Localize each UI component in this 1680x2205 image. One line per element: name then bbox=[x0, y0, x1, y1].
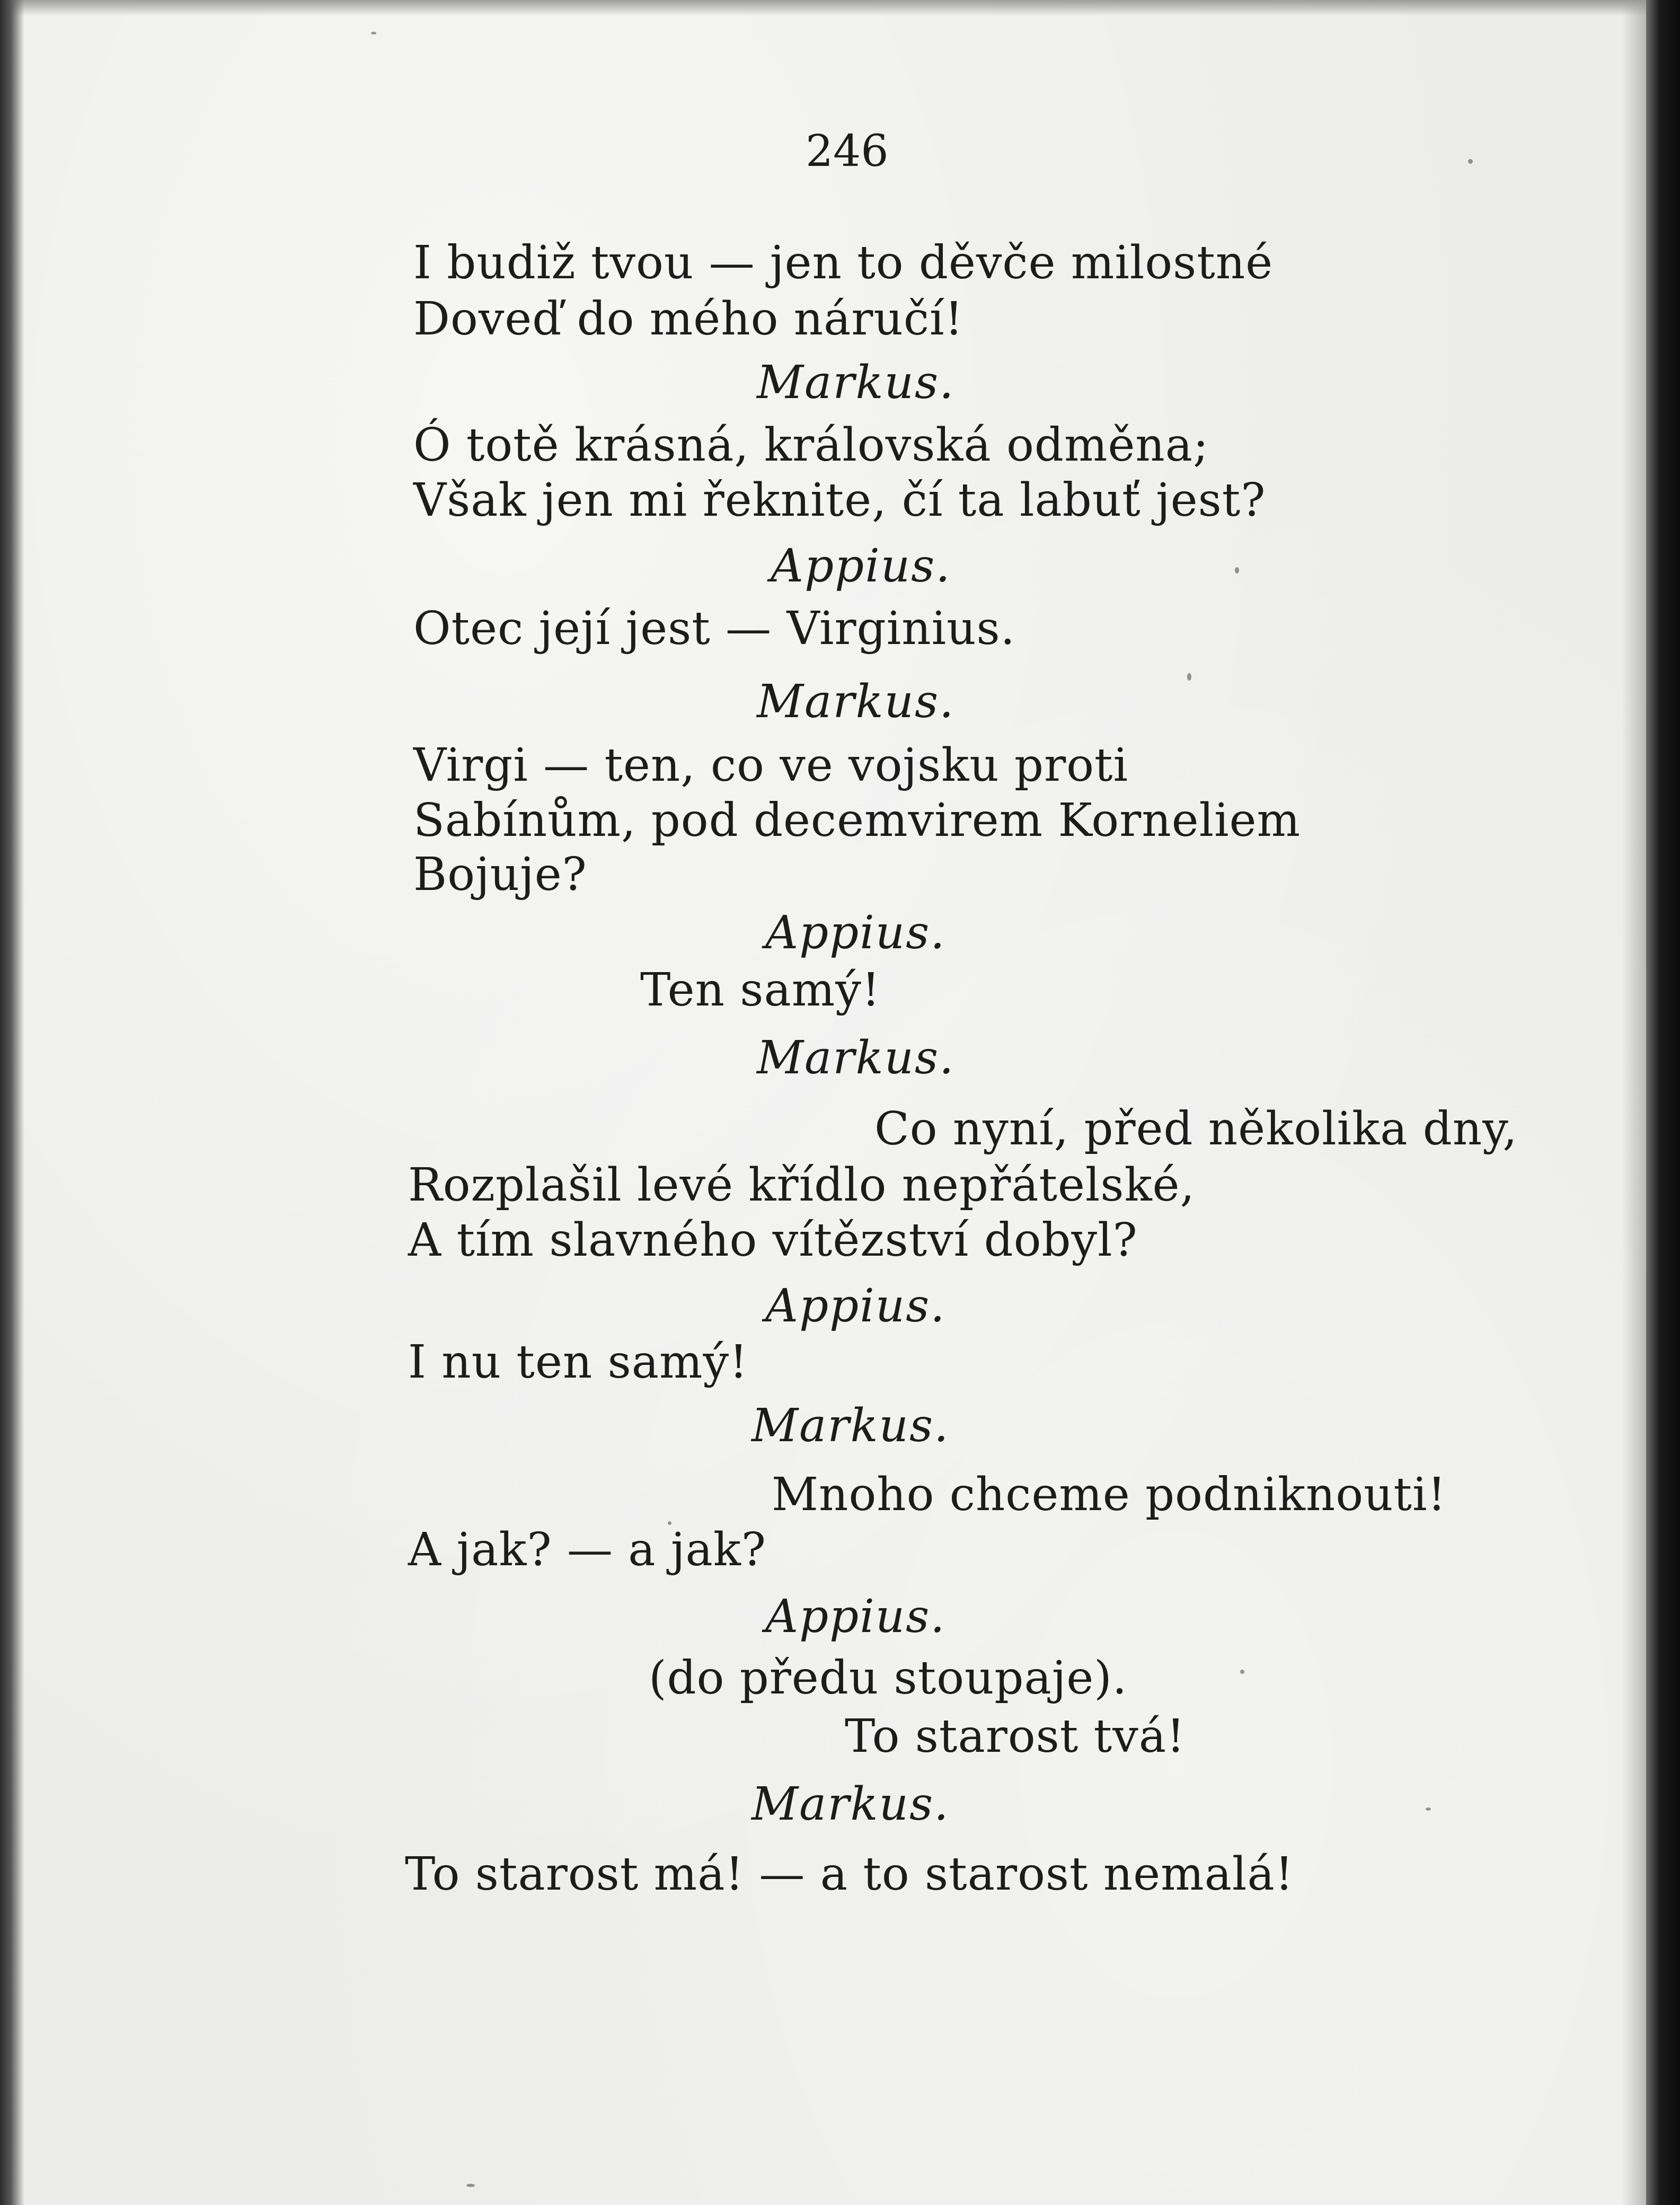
verse-line: I nu ten samý! bbox=[408, 1336, 748, 1389]
verse-line: Doveď do mého náručí! bbox=[413, 293, 964, 346]
speaker-name: Markus. bbox=[757, 356, 955, 409]
speaker-name: Appius. bbox=[765, 1280, 946, 1333]
speaker-name: Markus. bbox=[757, 675, 955, 728]
speaker-name: Appius. bbox=[765, 906, 946, 959]
scan-speck bbox=[1187, 673, 1191, 681]
speaker-name: Markus. bbox=[751, 1778, 950, 1831]
verse-line: A jak? — a jak? bbox=[408, 1523, 767, 1576]
verse-line: Otec její jest — Virginius. bbox=[413, 602, 1015, 655]
speaker-name: Markus. bbox=[751, 1399, 950, 1452]
scan-speck bbox=[1468, 159, 1473, 164]
page-number: 246 bbox=[806, 126, 889, 177]
verse-line: Však jen mi řeknite, čí ta labuť jest? bbox=[413, 474, 1266, 527]
verse-line: I budiž tvou — jen to děvče milostné bbox=[413, 236, 1274, 289]
speaker-name: Markus. bbox=[757, 1031, 955, 1084]
scan-speck bbox=[371, 32, 376, 34]
page-shadow-right bbox=[1622, 0, 1646, 2205]
verse-line: Rozplašil levé křídlo nepřátelské, bbox=[408, 1159, 1195, 1212]
verse-line: Virgi — ten, co ve vojsku proti bbox=[413, 739, 1129, 792]
page-binding-edge bbox=[0, 0, 24, 2205]
verse-line: Mnoho chceme podniknouti! bbox=[772, 1468, 1447, 1521]
verse-line: Co nyní, před několika dny, bbox=[874, 1102, 1518, 1156]
verse-line: A tím slavného vítězství dobyl? bbox=[408, 1214, 1138, 1267]
verse-line: Ten samý! bbox=[640, 964, 881, 1017]
scan-speck bbox=[1426, 1807, 1431, 1811]
stage-direction: (do předu stoupaje). bbox=[649, 1652, 1128, 1705]
verse-line: To starost má! — a to starost nemalá! bbox=[405, 1848, 1294, 1901]
scan-speck bbox=[466, 2184, 475, 2187]
verse-line: Sabínům, pod decemvirem Korneliem bbox=[413, 794, 1301, 847]
speaker-name: Appius. bbox=[771, 540, 951, 593]
verse-line: Bojuje? bbox=[413, 848, 587, 901]
scan-speck bbox=[1235, 567, 1239, 574]
scan-speck bbox=[1240, 1670, 1244, 1674]
speaker-name: Appius. bbox=[765, 1590, 946, 1643]
page-shadow-top bbox=[0, 0, 1680, 16]
page-outer-edge bbox=[1646, 0, 1680, 2205]
verse-line: To starost tvá! bbox=[845, 1710, 1186, 1763]
verse-line: Ó totě krásná, královská odměna; bbox=[413, 419, 1209, 472]
